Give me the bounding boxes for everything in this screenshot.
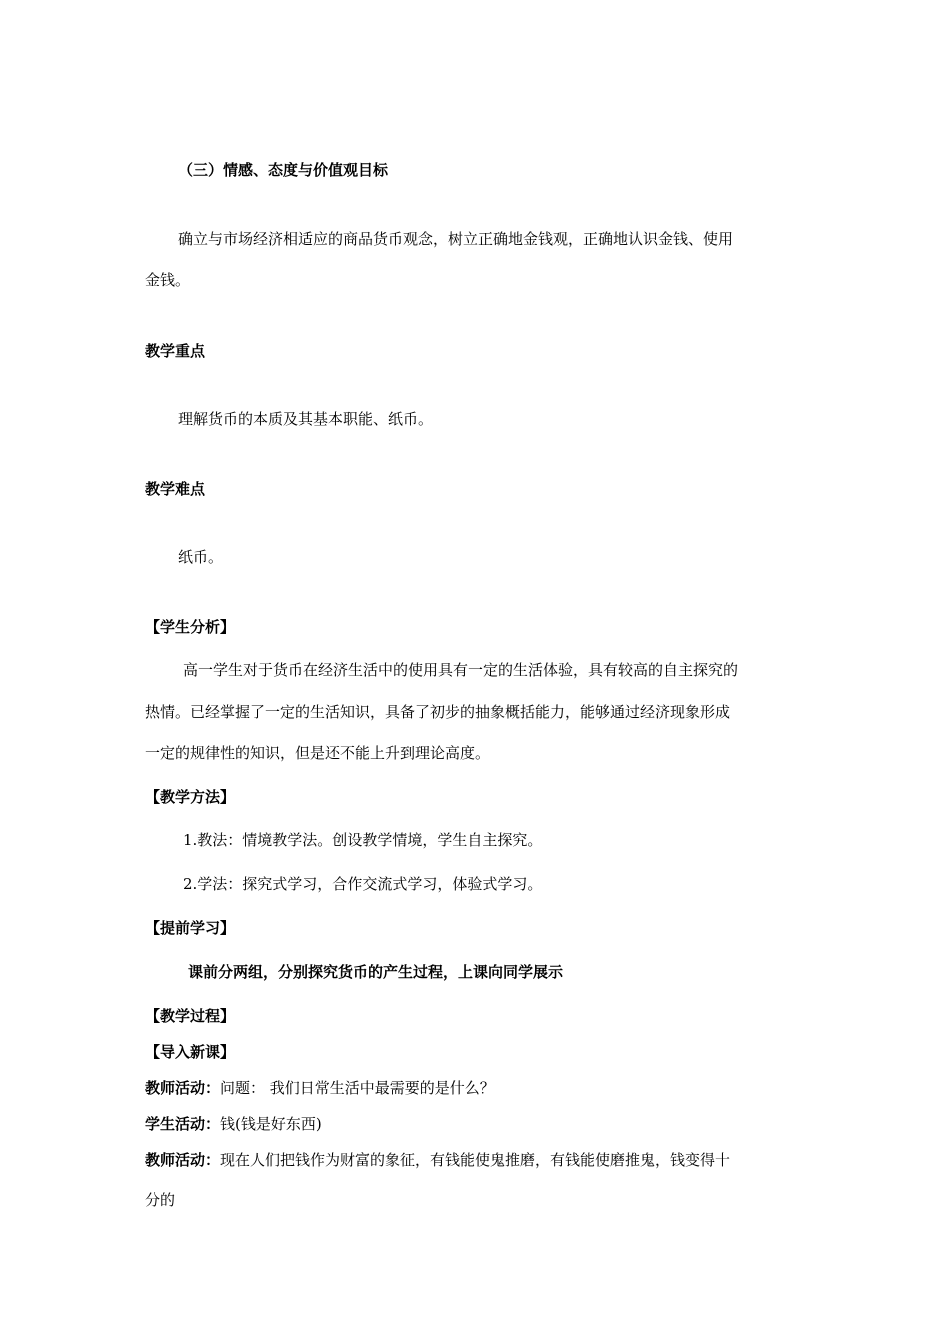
student-analysis-title: 【学生分析】 [145, 618, 236, 636]
teacher-activity-1 [145, 1078, 815, 1098]
section3-paragraph-line2: 金钱。 [145, 271, 191, 289]
prestudy-text: 课前分两组，分别探究货币的产生过程，上课向同学展示 [188, 963, 564, 981]
process-title: 【教学过程】 [145, 1007, 236, 1025]
student-activity-1 [145, 1114, 815, 1134]
student-activity-text: 钱(钱是好东西) [220, 1115, 322, 1133]
section3-title: （三）情感、态度与价值观目标 [178, 161, 389, 179]
key-points-text: 理解货币的本质及其基本职能、纸币。 [178, 410, 434, 428]
teacher-activity-label: 教师活动： [145, 1079, 221, 1097]
methods-title: 【教学方法】 [145, 788, 236, 806]
student-analysis-line1: 高一学生对于货币在经济生活中的使用具有一定的生活体验，具有较高的自主探究的 [183, 661, 739, 679]
section3-paragraph-line1: 确立与市场经济相适应的商品货币观念，树立正确地金钱观，正确地认识金钱、使用 [178, 230, 734, 248]
prestudy-title: 【提前学习】 [145, 919, 236, 937]
intro-title: 【导入新课】 [145, 1043, 236, 1061]
methods-item-1: 1.教法：情境教学法。创设教学情境，学生自主探究。 [183, 831, 543, 849]
student-analysis-line3: 一定的规律性的知识，但是还不能上升到理论高度。 [145, 744, 491, 762]
student-activity-label: 学生活动： [145, 1115, 221, 1133]
methods-item-2: 2.学法：探究式学习，合作交流式学习，体验式学习。 [183, 875, 543, 893]
key-points-title: 教学重点 [145, 342, 206, 360]
difficulties-text: 纸币。 [178, 548, 224, 566]
teacher-activity-2-continued: 分的 [145, 1191, 176, 1209]
teacher-activity-2 [145, 1150, 815, 1170]
difficulties-title: 教学难点 [145, 480, 206, 498]
teacher-activity-text: 问题： 我们日常生活中最需要的是什么？ [220, 1079, 495, 1097]
teacher-activity-text: 现在人们把钱作为财富的象征，有钱能使鬼推磨，有钱能使磨推鬼，钱变得十 [220, 1151, 731, 1169]
student-analysis-line2: 热情。已经掌握了一定的生活知识，具备了初步的抽象概括能力，能够通过经济现象形成 [145, 703, 731, 721]
teacher-activity-label: 教师活动： [145, 1151, 221, 1169]
